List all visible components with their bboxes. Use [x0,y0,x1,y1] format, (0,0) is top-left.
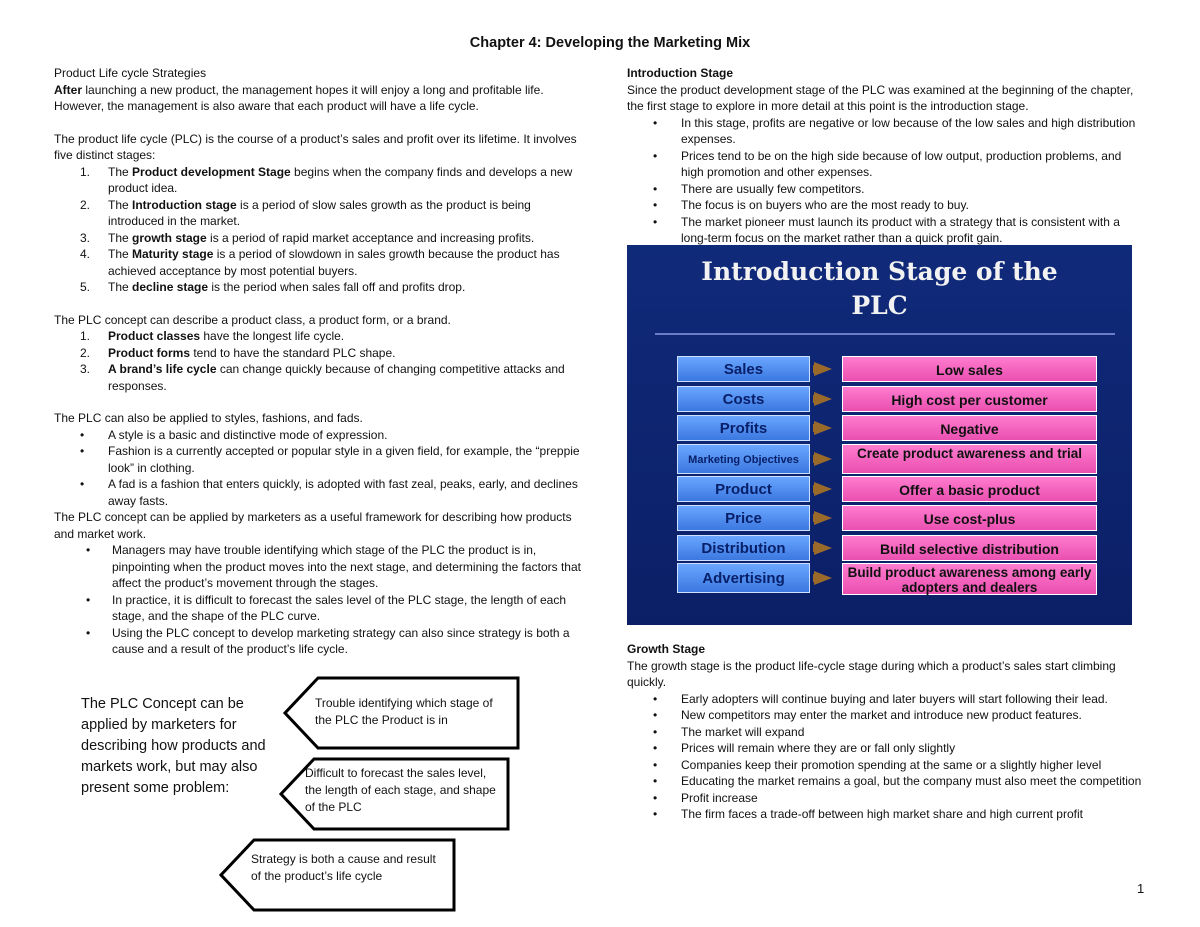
introduction-stage-slide [627,245,1132,625]
list-item: 5. The decline stage is the period when sales fall off and profits drop. [80,280,466,294]
slide-row [677,505,1099,531]
framework-paragraph: The PLC concept can be applied by marketers as a useful framework for describing how products and market work. [54,510,572,541]
left-column [54,65,584,658]
list-item: 4. The Maturity stage is a period of slowdown in sales growth because the product has achieved acceptance by most potential buyers. [80,247,560,278]
list-item: • Using the PLC concept to develop marketing strategy can also since strategy is both a cause and a result of the product’s life cycle. [54,625,584,658]
callout-box-2 [279,757,511,831]
list-item: • The market will expand [627,724,1147,741]
list-item: • Educating the market remains a goal, but the company must also meet the competition [627,773,1147,790]
slide-row-label: Profits [677,415,810,441]
list-item: • Prices will remain where they are or fall only slightly [627,740,1147,757]
intro-stage-paragraph: Since the product development stage of the PLC was examined at the beginning of the chapter, the first stage to explore in more detail at this point is the introduction stage. [627,82,1134,113]
arrow-icon [814,392,832,406]
callout-box-text: Difficult to forecast the sales level, the length of each stage, and shape of the PLC [305,766,496,814]
slide-row [677,386,1099,412]
growth-stage-paragraph: The growth stage is the product life-cycle stage during which a product’s sales start climbing quickly. [627,658,1116,689]
list-item: 2. Product forms tend to have the standard PLC shape. [80,345,396,360]
framework-list [54,542,584,658]
list-item: • A fad is a fashion that enters quickly, is adopted with fast zeal, peaks, early, and declines away fasts. [54,476,584,509]
intro-stage-list [627,115,1147,247]
list-item: • The focus is on buyers who are the most ready to buy. [627,197,1147,214]
slide-title: Introduction Stage of the PLC [701,257,1058,320]
section-heading: Product Life cycle Strategies [54,66,207,80]
class-list [54,328,584,394]
list-item: • Profit increase [627,790,1147,807]
growth-stage-list [627,691,1147,823]
slide-row [677,476,1099,502]
page-number: 1 [1137,881,1145,896]
list-item: 3. A brand’s life cycle can change quickly because of changing competitive attacks and responses. [80,362,565,393]
list-item: • Managers may have trouble identifying which stage of the PLC the product is in, pinpointing when the product moves into the next stage, and determining the factors that affect the product’s movement through the stages. [54,542,584,592]
right-column [627,65,1147,247]
slide-row [677,356,1099,382]
slide-row-value: Low sales [842,356,1097,382]
arrow-icon [814,421,832,435]
section-heading: Introduction Stage [627,66,733,80]
list-item: 1. Product classes have the longest life cycle. [80,329,345,343]
list-item: 2. The Introduction stage is a period of slow sales growth as the product is being introduced in the market. [80,197,531,228]
slide-row [677,535,1099,561]
slide-row-value: High cost per customer [842,386,1097,412]
list-item: • The market pioneer must launch its product with a strategy that is consistent with a long-term focus on the market rather than a quick profit gain. [627,214,1147,247]
slide-row-label: Distribution [677,535,810,561]
slide-row-label: Marketing Objectives [677,444,810,474]
slide-row-label: Sales [677,356,810,382]
list-item: • Fashion is a currently accepted or popular style in a given field, for example, the “preppie look” in clothing. [54,443,584,476]
styles-paragraph: The PLC can also be applied to styles, fashions, and fads. [54,411,363,425]
callout-text: The PLC Concept can be applied by marketers for describing how products and markets work, but may also present some problem: [81,696,266,796]
plc-class-paragraph: The PLC concept can describe a product class, a product form, or a brand. [54,312,451,327]
page-title: Chapter 4: Developing the Marketing Mix [469,35,751,51]
slide-row-value: Create product awareness and trial [842,444,1097,474]
slide-row-label: Price [677,505,810,531]
arrow-icon [814,571,832,585]
slide-row-label: Costs [677,386,810,412]
slide-row-value: Build selective distribution [842,535,1097,561]
section-heading: Growth Stage [627,642,706,656]
intro-paragraph: After launching a new product, the management hopes it will enjoy a long and profitable life. However, the management is also aware that each product will have a life cycle. [54,82,544,113]
slide-row-value: Build product awareness among early adopters and dealers [842,563,1097,595]
list-item: • There are usually few competitors. [627,181,1147,198]
arrow-icon [814,541,832,555]
list-item: • In practice, it is difficult to forecast the sales level of the PLC stage, the length of each stage, and the shape of the PLC curve. [54,592,584,625]
list-item: • In this stage, profits are negative or low because of the low sales and high distribution expenses. [627,115,1147,148]
callout-box-text: Strategy is both a cause and result of the product’s life cycle [251,852,436,883]
slide-divider [655,333,1115,335]
list-item: 1. The Product development Stage begins when the company finds and develops a new product idea. [80,164,573,195]
arrow-icon [814,482,832,496]
slide-row [677,563,1099,595]
list-item: • A style is a basic and distinctive mode of expression. [54,427,584,444]
slide-row-label: Advertising [677,563,810,593]
callout-box-3 [219,838,457,912]
list-item: 3. The growth stage is a period of rapid market acceptance and increasing profits. [80,230,535,245]
callout-box-1 [283,676,521,750]
growth-stage-section [627,641,1147,823]
stage-list [54,164,584,296]
slide-row [677,444,1099,474]
slide-row-value: Offer a basic product [842,476,1097,502]
slide-row-label: Product [677,476,810,502]
slide-row-value: Use cost-plus [842,505,1097,531]
list-item: • Companies keep their promotion spending at the same or a slightly higher level [627,757,1147,774]
plc-definition: The product life cycle (PLC) is the course of a product’s sales and profit over its lifetime. It involves five distinct stages: [54,131,577,162]
arrow-icon [814,452,832,466]
callout-box-text: Trouble identifying which stage of the PLC the Product is in [315,696,493,727]
slide-row-value: Negative [842,415,1097,441]
list-item: • Prices tend to be on the high side because of low output, production problems, and high promotion and other expenses. [627,148,1147,181]
styles-list [54,427,584,510]
slide-row [677,415,1099,441]
arrow-icon [814,362,832,376]
list-item: • The firm faces a trade-off between high market share and high current profit [627,806,1147,823]
list-item: • New competitors may enter the market and introduce new product features. [627,707,1147,724]
arrow-icon [814,511,832,525]
list-item: • Early adopters will continue buying and later buyers will start following their lead. [627,691,1147,708]
